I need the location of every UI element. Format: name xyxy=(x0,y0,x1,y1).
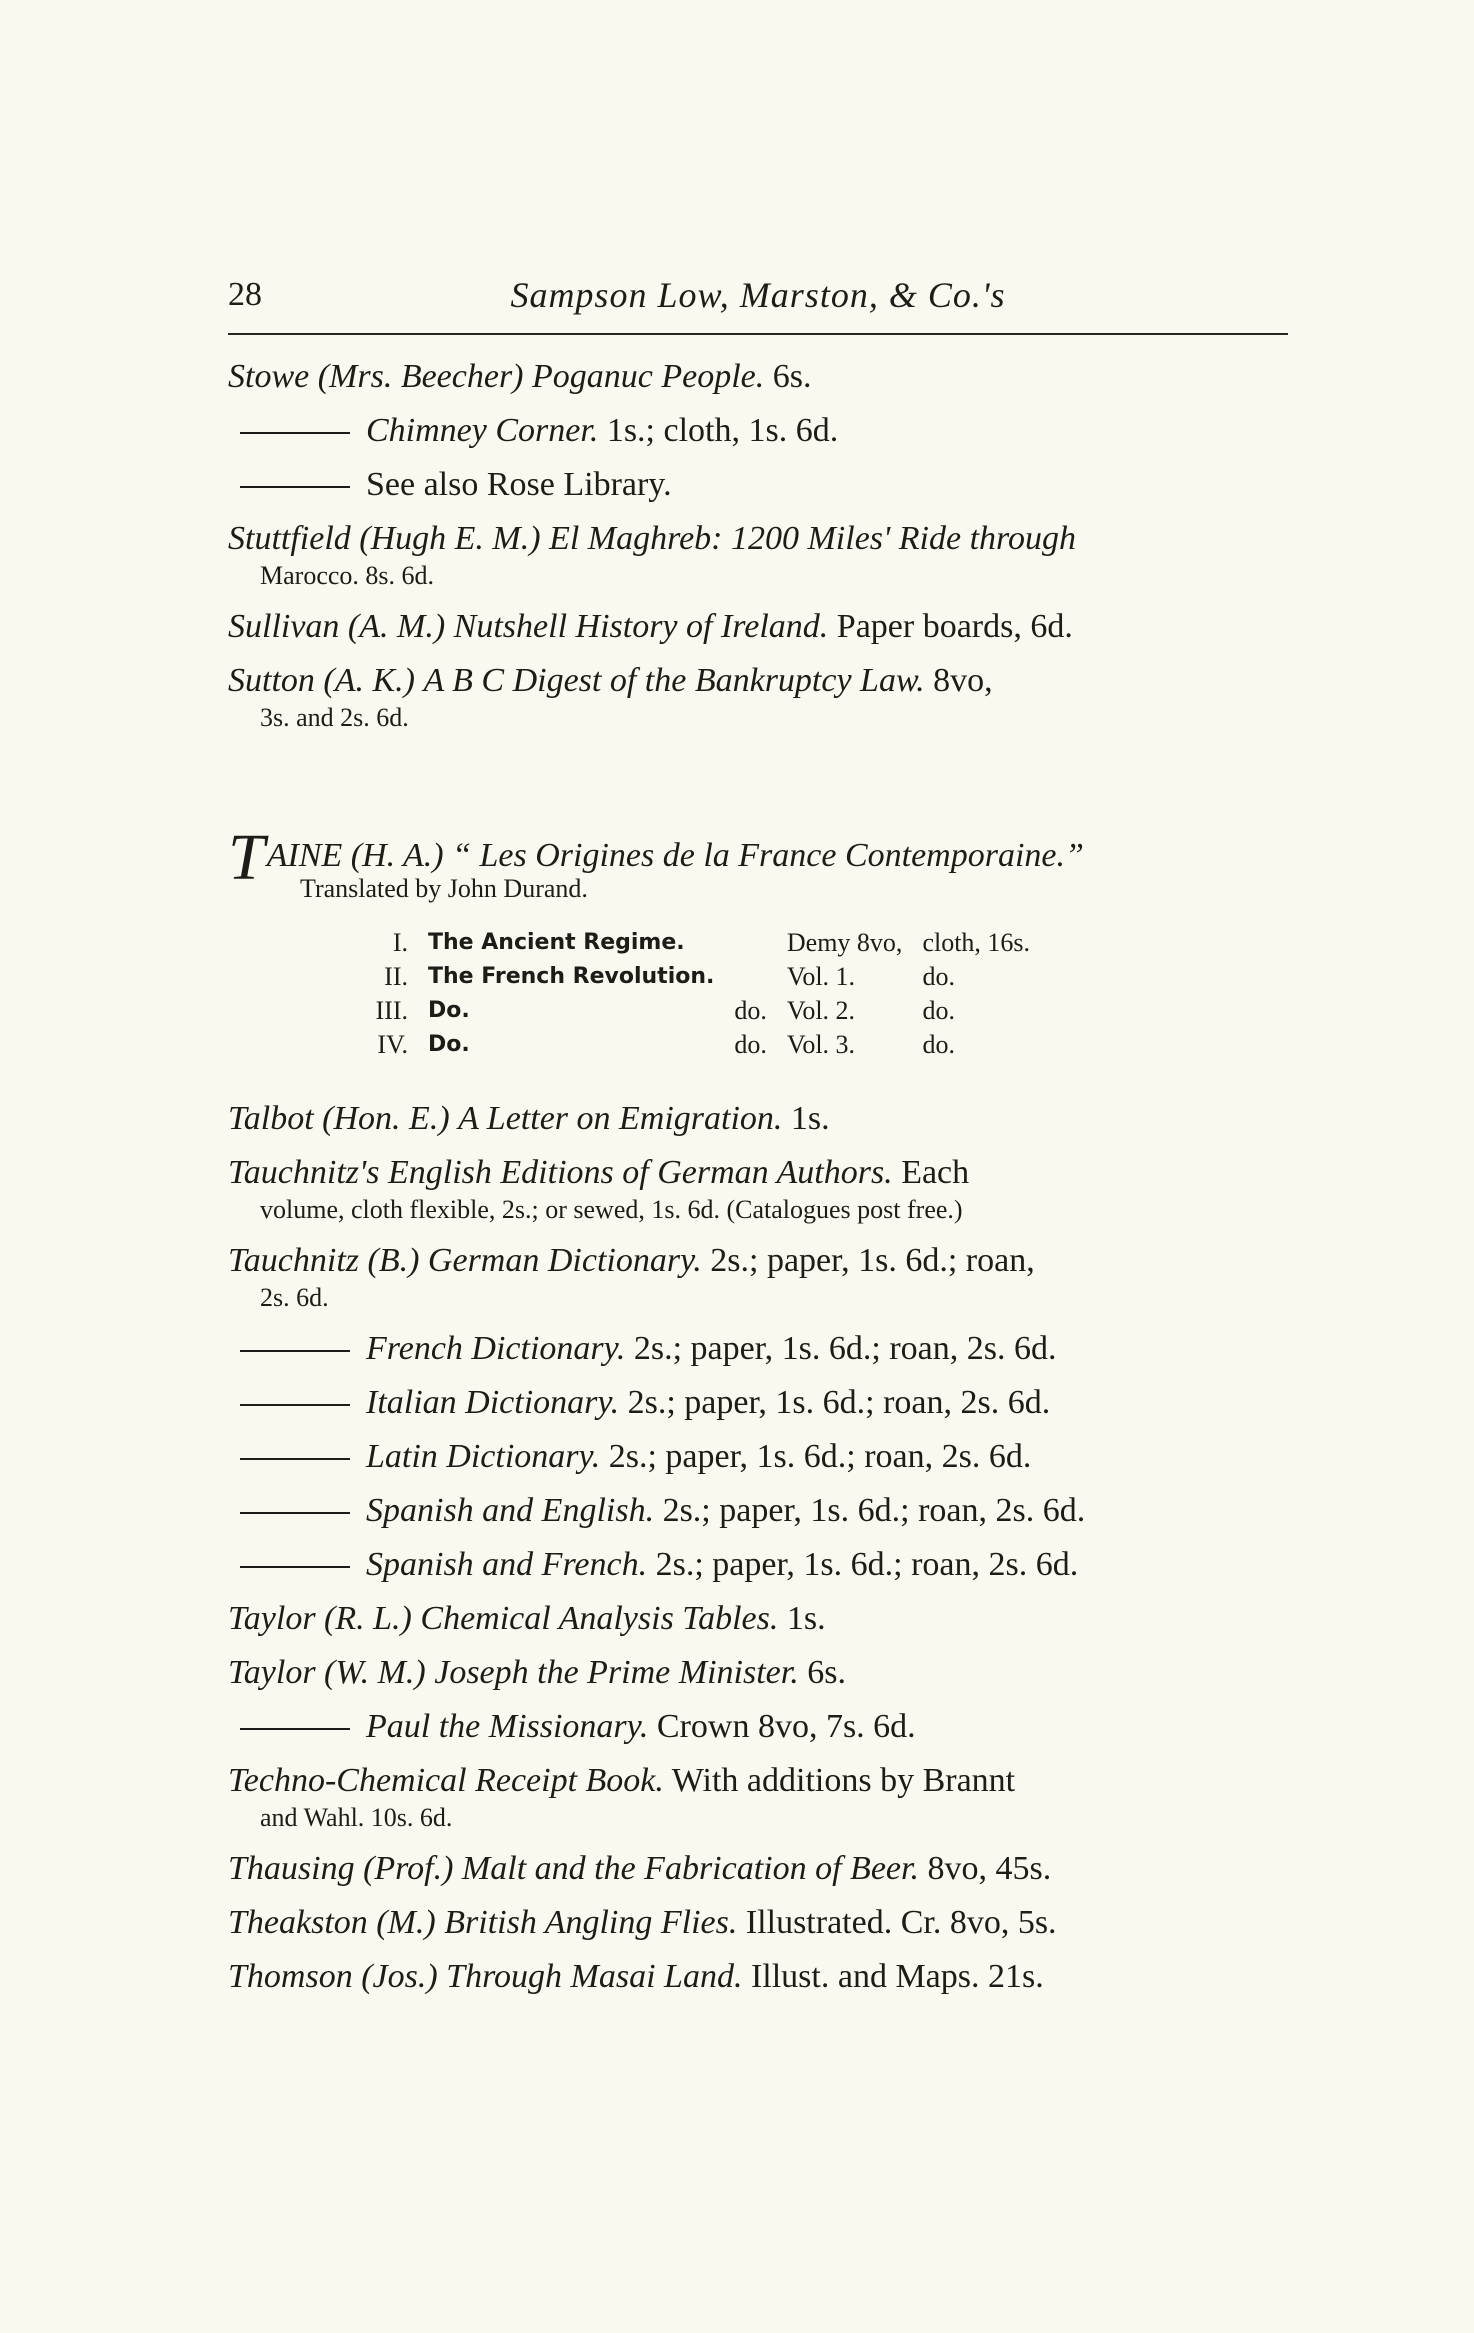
taine-translator-line: Translated by John Durand. xyxy=(300,874,588,903)
entry-title: Italian Dictionary. xyxy=(366,1384,620,1421)
catalogue-entry xyxy=(228,1538,1288,1592)
entry-line xyxy=(228,1700,1288,1754)
entry-author: Tauchnitz (B.) xyxy=(228,1242,420,1279)
ditto-dash xyxy=(240,1458,350,1460)
entry-line xyxy=(228,404,1288,458)
volume-ditto: do. xyxy=(734,1030,767,1059)
volume-title: Do. xyxy=(428,1032,470,1057)
entry-continuation: 3s. and 2s. 6d. xyxy=(260,703,409,732)
catalogue-entry xyxy=(228,1842,1288,1896)
entry-price: 2s.; paper, 1s. 6d.; roan, 2s. 6d. xyxy=(627,1384,1051,1421)
entry-list-s xyxy=(228,350,1288,734)
volume-row xyxy=(348,1028,1040,1062)
catalogue-entry xyxy=(228,1376,1288,1430)
catalogue-entries xyxy=(228,350,1288,2004)
entry-line xyxy=(228,1754,1288,1808)
entry-title: El Maghreb: 1200 Miles' Ride through xyxy=(549,520,1077,557)
entry-price: 2s.; paper, 1s. 6d.; roan, 2s. 6d. xyxy=(655,1546,1079,1583)
volume-ditto xyxy=(724,960,777,994)
entry-title: Malt and the Fabrication of Beer. xyxy=(461,1850,919,1887)
entry-price: 2s.; paper, 1s. 6d.; roan, 2s. 6d. xyxy=(633,1330,1057,1367)
ditto-dash xyxy=(240,1512,350,1514)
volume-format: Demy 8vo, xyxy=(786,928,903,957)
volume-format: Vol. 1. xyxy=(786,962,856,991)
entry-price: Each xyxy=(901,1154,970,1191)
catalogue-entry xyxy=(228,1234,1288,1314)
entry-line xyxy=(228,1322,1288,1376)
entry-author: Sullivan (A. M.) xyxy=(228,608,446,645)
entry-price: 2s.; paper, 1s. 6d.; roan, 2s. 6d. xyxy=(608,1438,1032,1475)
entry-price: With additions by Brannt xyxy=(671,1762,1016,1799)
entry-price: 8vo, xyxy=(933,662,993,699)
catalogue-entry xyxy=(228,1754,1288,1834)
entry-author: Theakston (M.) xyxy=(228,1904,436,1941)
entry-continuation: and Wahl. 10s. 6d. xyxy=(260,1803,453,1832)
entry-title: Latin Dictionary. xyxy=(366,1438,601,1475)
volume-number: IV. xyxy=(377,1030,408,1059)
taine-volumes-table xyxy=(348,926,1040,1062)
catalogue-entry xyxy=(228,600,1288,654)
entry-line xyxy=(228,1646,1288,1700)
catalogue-entry xyxy=(228,1950,1288,2004)
entry-author: Talbot (Hon. E.) xyxy=(228,1100,450,1137)
entry-title: Through Masai Land. xyxy=(446,1958,743,1995)
catalogue-entry xyxy=(228,1484,1288,1538)
entry-line xyxy=(228,1538,1288,1592)
entry-price: 6s. xyxy=(807,1654,846,1691)
entry-title: Poganuc People. xyxy=(532,358,765,395)
catalogue-entry xyxy=(228,1430,1288,1484)
entry-price: 1s. xyxy=(786,1600,826,1637)
entry-author: Taylor (R. L.) xyxy=(228,1600,412,1637)
catalogue-entry xyxy=(228,512,1288,592)
entry-continuation: 2s. 6d. xyxy=(260,1283,329,1312)
entry-continuation: Marocco. 8s. 6d. xyxy=(260,561,435,590)
entry-author: Thausing (Prof.) xyxy=(228,1850,454,1887)
running-title: Sampson Low, Marston, & Co.'s xyxy=(510,275,1006,315)
catalogue-entry xyxy=(228,1646,1288,1700)
volume-row xyxy=(348,960,1040,994)
entry-line xyxy=(228,1484,1288,1538)
catalogue-entry xyxy=(228,458,1288,512)
entry-line xyxy=(228,512,1288,566)
volume-title: Do. xyxy=(428,998,470,1023)
entry-line xyxy=(228,1896,1288,1950)
volume-price: do. xyxy=(922,996,955,1025)
entry-line xyxy=(228,350,1288,404)
entry-title: Nutshell History of Ireland. xyxy=(453,608,829,645)
catalogue-entry xyxy=(228,1700,1288,1754)
catalogue-entry xyxy=(228,1592,1288,1646)
entry-author: Stowe (Mrs. Beecher) xyxy=(228,358,524,395)
entry-line xyxy=(228,1234,1288,1288)
entry-title: Receipt Book. xyxy=(475,1762,664,1799)
header-rule xyxy=(228,333,1288,335)
entry-line xyxy=(228,1092,1288,1146)
volume-ditto xyxy=(724,926,777,960)
page-number: 28 xyxy=(228,276,262,313)
entry-author: Stuttfield (Hugh E. M.) xyxy=(228,520,541,557)
drop-cap: T xyxy=(228,821,265,894)
ditto-dash xyxy=(240,1728,350,1730)
entry-title: A Letter on Emigration. xyxy=(458,1100,783,1137)
entry-line xyxy=(228,1430,1288,1484)
volume-number: III. xyxy=(375,996,408,1025)
ditto-dash xyxy=(240,486,350,488)
volume-row xyxy=(348,994,1040,1028)
catalogue-entry xyxy=(228,1896,1288,1950)
entry-price: See also Rose Library. xyxy=(366,466,672,503)
entry-price: 1s.; cloth, 1s. 6d. xyxy=(606,412,839,449)
table-spacer xyxy=(228,1062,1288,1092)
entry-line xyxy=(228,1146,1288,1200)
entry-line xyxy=(228,458,1288,512)
volume-row xyxy=(348,926,1040,960)
page-header xyxy=(228,270,1288,320)
volume-ditto: do. xyxy=(734,996,767,1025)
entry-line xyxy=(228,1950,1288,2004)
entry-line xyxy=(228,1592,1288,1646)
entry-author: Taylor (W. M.) xyxy=(228,1654,426,1691)
catalogue-entry xyxy=(228,1146,1288,1226)
entry-title: Joseph the Prime Minister. xyxy=(434,1654,799,1691)
entry-title: Chimney Corner. xyxy=(366,412,599,449)
catalogue-entry xyxy=(228,1092,1288,1146)
entry-line xyxy=(228,1842,1288,1896)
entry-price: Paper boards, 6d. xyxy=(836,608,1073,645)
ditto-dash xyxy=(240,1404,350,1406)
entry-title: Paul the Missionary. xyxy=(366,1708,649,1745)
entry-author: Techno-Chemical xyxy=(228,1762,467,1799)
section-spacer xyxy=(228,742,1288,832)
ditto-dash xyxy=(240,432,350,434)
volume-format: Vol. 2. xyxy=(786,996,856,1025)
entry-price: Crown 8vo, 7s. 6d. xyxy=(656,1708,916,1745)
volume-price: do. xyxy=(922,1030,955,1059)
taine-heading-text: AINE (H. A.) “ Les Origines de la France Contemporaine.” xyxy=(266,837,1084,874)
volume-number: II. xyxy=(384,962,408,991)
entry-continuation: volume, cloth flexible, 2s.; or sewed, 1s. 6d. (Catalogues post free.) xyxy=(260,1195,963,1224)
volume-price: cloth, 16s. xyxy=(922,928,1031,957)
entry-list-t xyxy=(228,1092,1288,2004)
volume-title: The French Revolution. xyxy=(428,964,715,989)
entry-price: 6s. xyxy=(772,358,812,395)
entry-price: 8vo, 45s. xyxy=(927,1850,1052,1887)
entry-title: English Editions of German Authors. xyxy=(388,1154,893,1191)
volume-price: do. xyxy=(922,962,955,991)
entry-price: 2s.; paper, 1s. 6d.; roan, xyxy=(710,1242,1035,1279)
volume-number: I. xyxy=(392,928,408,957)
volume-format: Vol. 3. xyxy=(786,1030,856,1059)
entry-author: Thomson (Jos.) xyxy=(228,1958,438,1995)
entry-title: British Angling Flies. xyxy=(444,1904,738,1941)
catalogue-entry xyxy=(228,404,1288,458)
entry-title: Spanish and English. xyxy=(366,1492,655,1529)
ditto-dash xyxy=(240,1566,350,1568)
entry-price: Illust. and Maps. 21s. xyxy=(750,1958,1044,1995)
entry-line xyxy=(228,1376,1288,1430)
entry-line xyxy=(228,654,1288,708)
entry-title: Chemical Analysis Tables. xyxy=(420,1600,779,1637)
entry-author: Sutton (A. K.) xyxy=(228,662,415,699)
entry-line xyxy=(228,600,1288,654)
entry-price: 1s. xyxy=(790,1100,830,1137)
catalogue-entry xyxy=(228,1322,1288,1376)
catalogue-entry xyxy=(228,350,1288,404)
entry-title: French Dictionary. xyxy=(366,1330,626,1367)
entry-price: 2s.; paper, 1s. 6d.; roan, 2s. 6d. xyxy=(662,1492,1086,1529)
entry-price: Illustrated. Cr. 8vo, 5s. xyxy=(745,1904,1057,1941)
volume-title: The Ancient Regime. xyxy=(428,930,685,955)
entry-title: A B C Digest of the Bankruptcy Law. xyxy=(423,662,925,699)
catalogue-entry xyxy=(228,654,1288,734)
ditto-dash xyxy=(240,1350,350,1352)
entry-title: Spanish and French. xyxy=(366,1546,648,1583)
entry-author: Tauchnitz's xyxy=(228,1154,380,1191)
entry-title: German Dictionary. xyxy=(427,1242,702,1279)
